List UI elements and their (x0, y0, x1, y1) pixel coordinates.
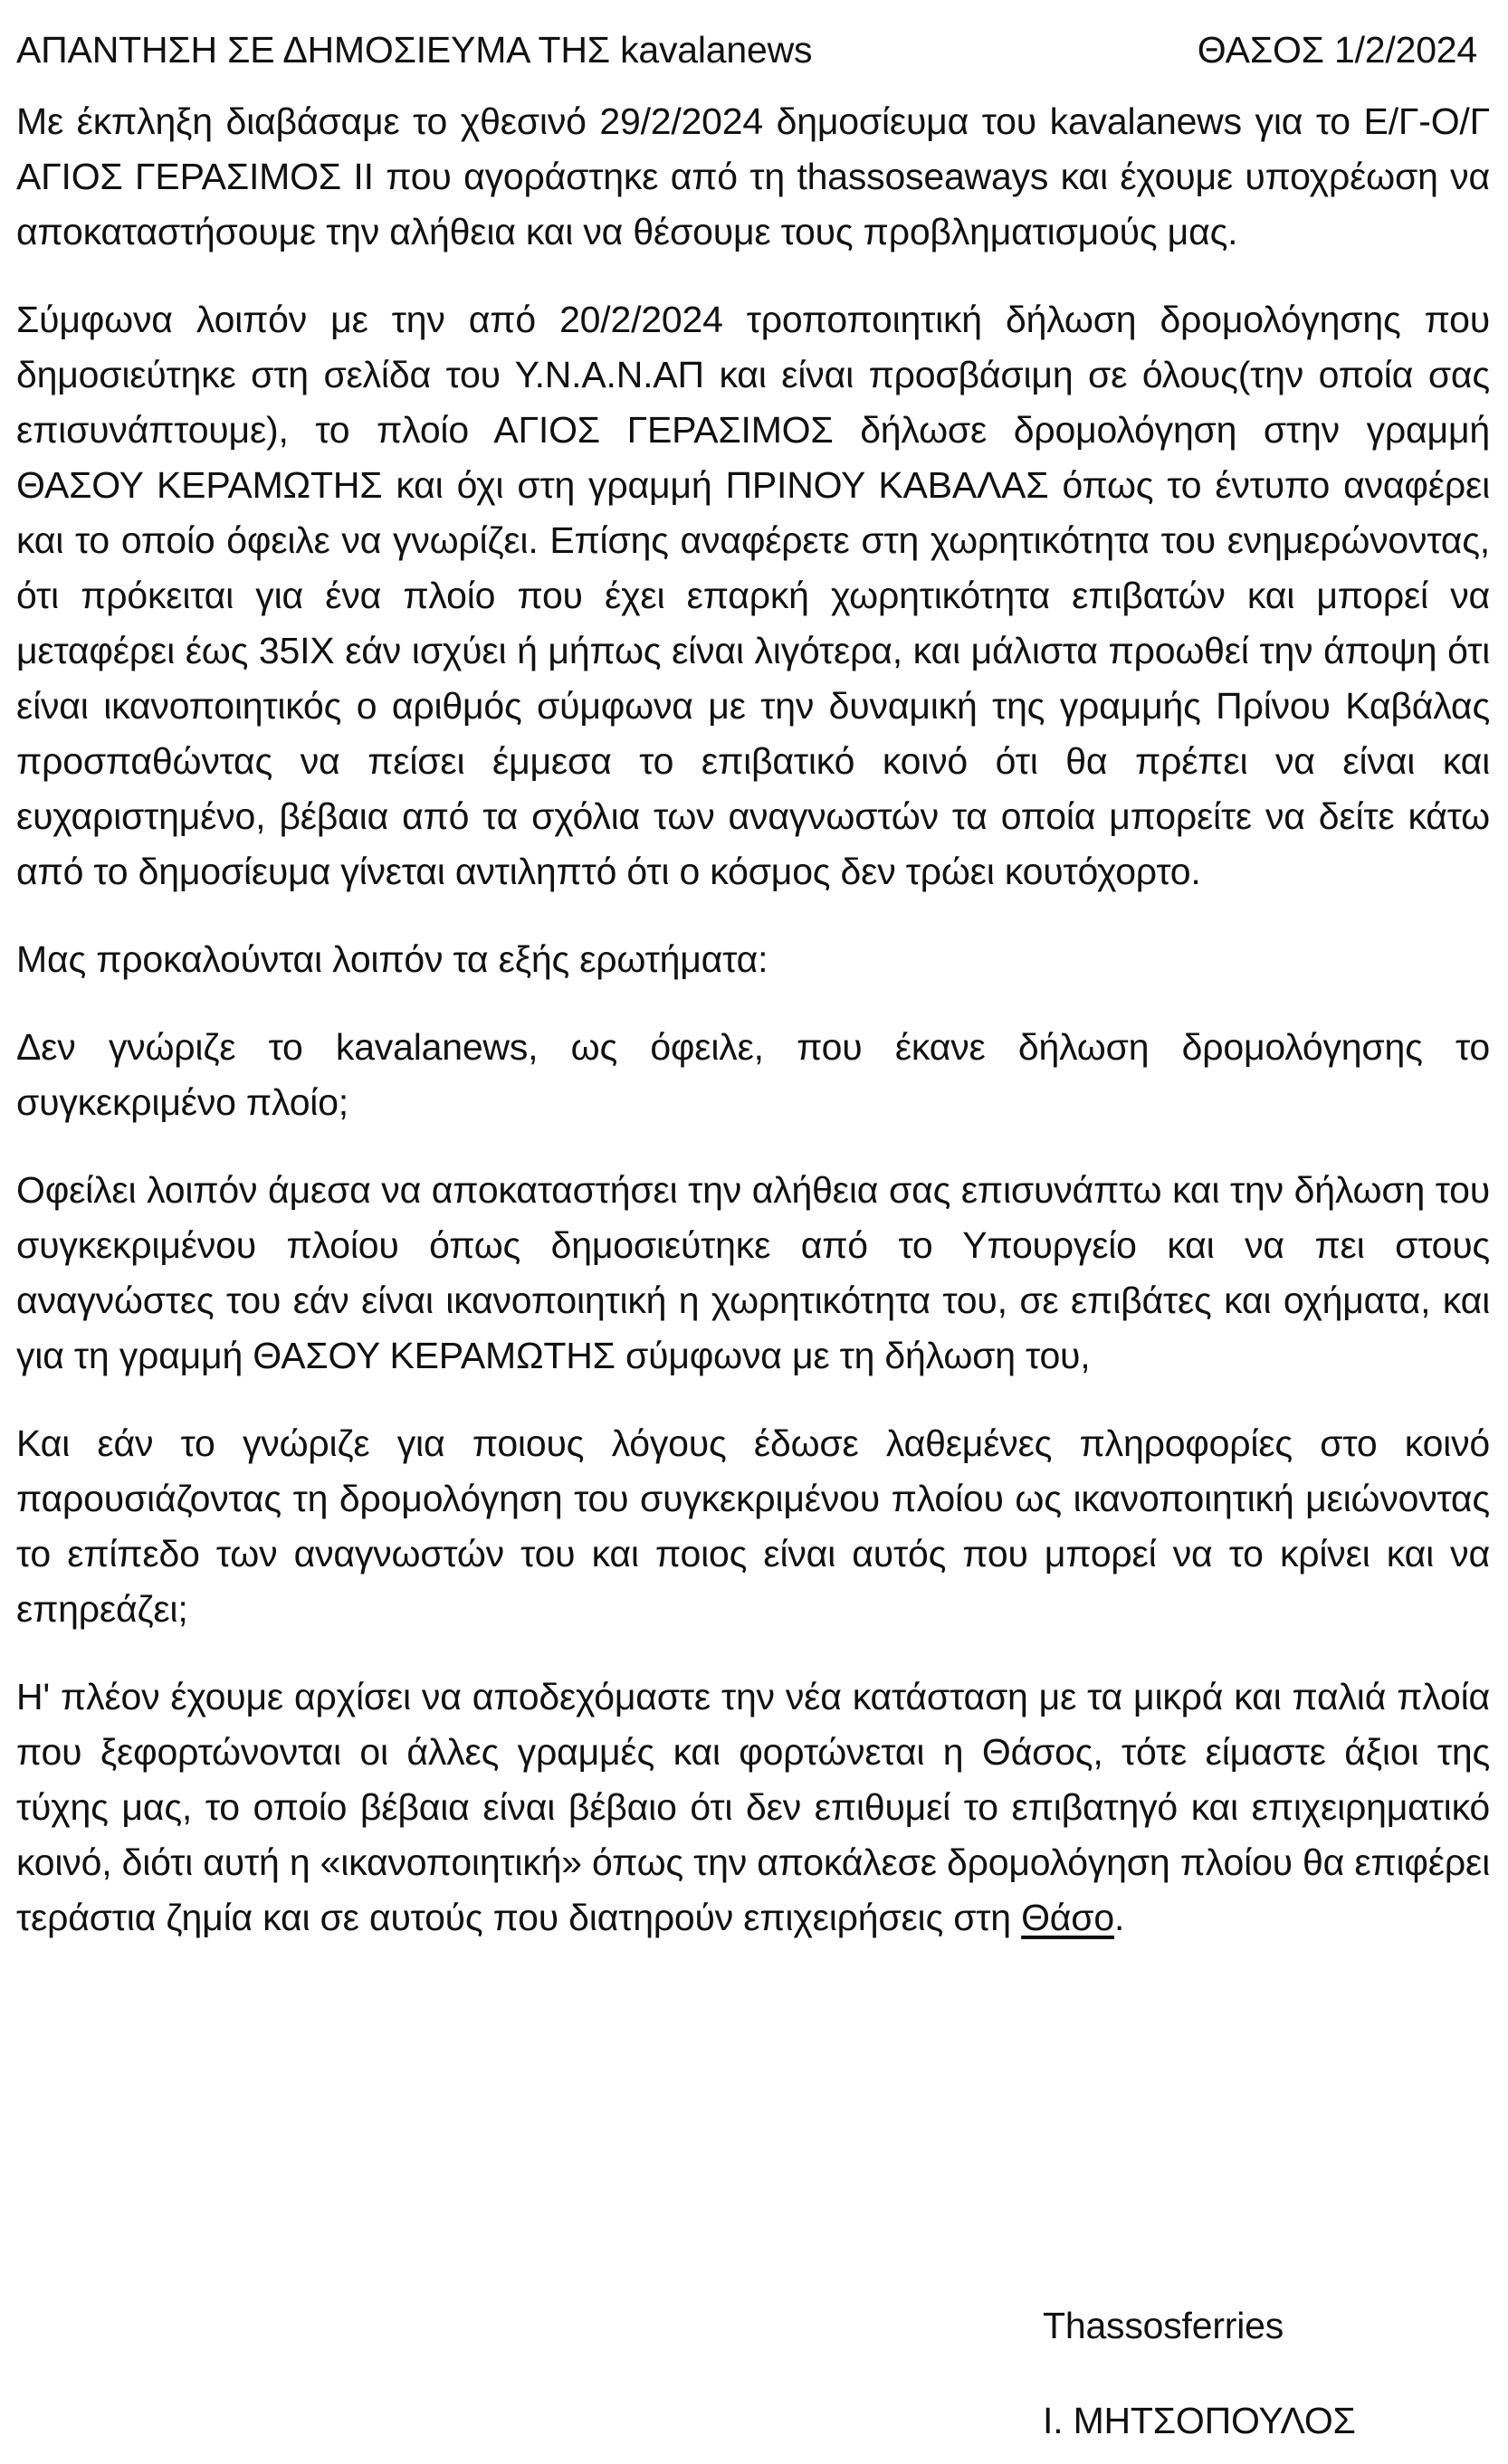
paragraph-questions-intro: Μας προκαλούνται λοιπόν τα εξής ερωτήματα: (16, 938, 768, 980)
document-title: ΑΠΑΝΤΗΣΗ ΣΕ ΔΗΜΟΣΙΕΥΜΑ ΤΗΣ kavalanews (16, 29, 813, 71)
paragraph-conclusion (16, 1670, 1490, 1946)
paragraph-route-declaration: Σύμφωνα λοιπόν με την από 20/2/2024 τροποποιητική δήλωση δρομολόγησης που δημοσιεύτηκε στη σελίδα του Υ.Ν.Α.Ν.ΑΠ και είναι προσβάσιμη σε όλους(την οποία σας επισυνάπτουμε), το πλοίο ΑΓΙΟΣ ΓΕΡΑΣΙΜΟΣ δήλωσε δρομολόγηση στην γραμμή ΘΑΣΟΥ ΚΕΡΑΜΩΤΗΣ και όχι στη γραμμή ΠΡΙΝΟΥ ΚΑΒΑΛΑΣ όπως το έντυπο αναφέρει και το οποίο όφειλε να γνωρίζει. Επίσης αναφέρετε στη χωρητικότητα του ενημερώνοντας, ότι πρόκειται για ένα πλοίο που έχει επαρκή χωρητικότητα επιβατών και μπορεί να μεταφέρει έως 35ΙΧ εάν ισχύει ή μήπως είναι λιγότερα, και μάλιστα προωθεί την άποψη ότι είναι ικανοποιητικός ο αριθμός σύμφωνα με την δυναμική της γραμμής Πρίνου Καβάλας προσπαθώντας να πείσει έμμεσα το επιβατικό κοινό ότι θα πρέπει να είναι και ευχαριστημένο, βέβαια από τα σχόλια των αναγνωστών τα οποία μπορείτε να δείτε κάτω από το δημοσίευμα γίνεται αντιληπτό ότι ο κόσμος δεν τρώει κουτόχορτο. (16, 299, 1490, 892)
underlined-word-thaso: Θάσο (1021, 1897, 1115, 1938)
document-header (16, 27, 1490, 72)
signature-company: Thassosferries (1043, 2305, 1284, 2346)
paragraph-question-1: Δεν γνώριζε το kavalanews, ως όφειλε, που έκανε δήλωση δρομολόγησης το συγκεκριμένο πλοίο; (16, 1026, 1490, 1123)
conclusion-period: . (1114, 1897, 1125, 1938)
paragraph-question-3: Και εάν το γνώριζε για ποιους λόγους έδωσε λαθεμένες πληροφορίες στο κοινό παρουσιάζοντας τη δρομολόγηση του συγκεκριμένου πλοίου ως ικανοποιητική μειώνοντας το επίπεδο των αναγνωστών του και ποιος είναι αυτός που μπορεί να το κρίνει και να επηρεάζει; (16, 1422, 1490, 1630)
document-page (16, 27, 1490, 1978)
document-date: ΘΑΣΟΣ 1/2/2024 (1197, 29, 1477, 71)
paragraph-question-2: Οφείλει λοιπόν άμεσα να αποκαταστήσει την αλήθεια σας επισυνάπτω και την δήλωση του συγκεκριμένου πλοίου όπως δημοσιεύτηκε από το Υπουργείο και να πει στους αναγνώστες του εάν είναι ικανοποιητική η χωρητικότητα του, σε επιβάτες και οχήματα, και για τη γραμμή ΘΑΣΟΥ ΚΕΡΑΜΩΤΗΣ σύμφωνα με τη δήλωση του, (16, 1169, 1490, 1376)
signature-name: Ι. ΜΗΤΣΟΠΟΥΛΟΣ (1043, 2400, 1356, 2441)
paragraph-intro: Με έκπληξη διαβάσαμε το χθεσινό 29/2/2024 δημοσίευμα του kavalanews για το Ε/Γ-Ο/Γ ΑΓΙΟΣ ΓΕΡΑΣΙΜΟΣ ΙΙ που αγοράστηκε από τη thassoseaways και έχουμε υποχρέωση να αποκαταστήσουμε την αλήθεια και να θέσουμε τους προβληματισμούς μας. (16, 100, 1490, 252)
conclusion-text: Η' πλέον έχουμε αρχίσει να αποδεχόμαστε την νέα κατάσταση με τα μικρά και παλιά πλοία που ξεφορτώνονται οι άλλες γραμμές και φορτώνεται η Θάσος, τότε είμαστε άξιοι της τύχης μας, το οποίο βέβαια είναι βέβαιο ότι δεν επιθυμεί το επιβατηγό και επιχειρηματικό κοινό, διότι αυτή η «ικανοποιητική» όπως την αποκάλεσε δρομολόγηση πλοίου θα επιφέρει τεράστια ζημία και σε αυτούς που διατηρούν επιχειρήσεις στη (16, 1676, 1490, 1938)
